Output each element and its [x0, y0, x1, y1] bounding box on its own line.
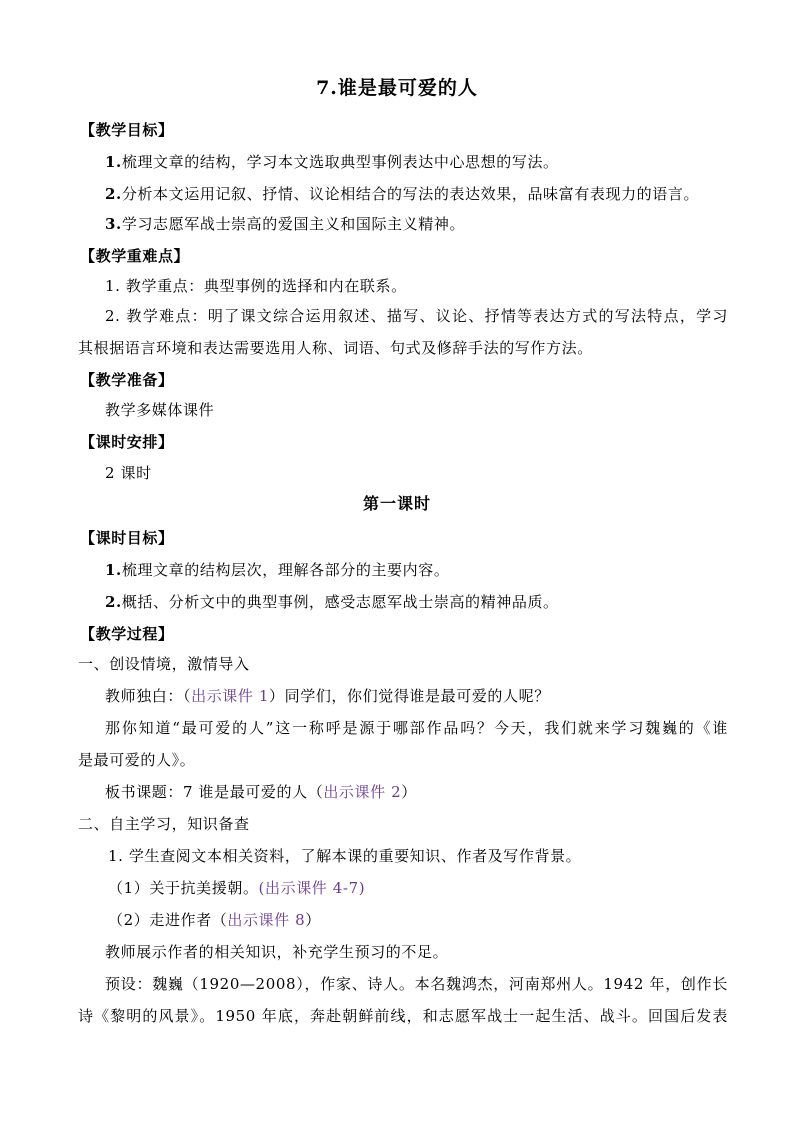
- goal-3: [105, 214, 728, 234]
- goal-1: [105, 152, 728, 172]
- study-item-1: 1. 学生查阅文本相关资料，了解本课的重要知识、作者及写作背景。: [108, 847, 582, 865]
- preparation-text: 教学多媒体课件: [105, 401, 215, 419]
- heading-preparation: 【教学准备】: [80, 371, 174, 389]
- key-point-1: 1. 教学重点：典型事例的选择和内在联系。: [105, 277, 407, 295]
- sub-item-1-text: （1）关于抗美援朝。: [108, 879, 259, 897]
- heading-process: 【教学过程】: [80, 625, 174, 643]
- step-2-heading: 二、自主学习，知识备查: [78, 815, 250, 833]
- goal-2: [105, 184, 728, 204]
- step-1-heading: 一、创设情境，激情导入: [78, 655, 250, 673]
- lesson-goal-1-text: 梳理文章的结构层次，理解各部分的主要内容。: [121, 561, 450, 579]
- goal-1-text: 梳理文章的结构，学习本文选取典型事例表达中心思想的写法。: [121, 153, 559, 171]
- intro-paragraph-line-1: 那你知道“最可爱的人”这一称呼是源于哪部作品吗？今天，我们就来学习魏巍的《谁: [105, 719, 728, 737]
- key-point-2-line-2: 其根据语言环境和表达需要选用人称、词语、句式及修辞手法的写作方法。: [78, 339, 593, 357]
- heading-lesson-goals: 【课时目标】: [80, 529, 174, 547]
- sub-item-2: [108, 910, 728, 930]
- goal-2-text: 分析本文运用记叙、抒情、议论相结合的写法的表达效果，品味富有表现力的语言。: [121, 185, 700, 203]
- heading-teaching-goals: 【教学目标】: [80, 121, 174, 139]
- board-title: [105, 782, 728, 802]
- lesson-goal-2-number: 2.: [105, 593, 122, 611]
- key-point-2-line-1: 2. 教学难点：明了课文综合运用叙述、描写、议论、抒情等表达方式的写法特点，学习: [105, 307, 728, 325]
- slide-ref-1: 出示课件 1: [191, 687, 270, 705]
- monologue-suffix: ）同学们，你们觉得谁是最可爱的人呢？: [269, 687, 550, 705]
- lesson-goal-2: [105, 592, 728, 612]
- lesson-goal-1: [105, 560, 728, 580]
- page-title: 7.谁是最可爱的人: [316, 77, 478, 99]
- heading-schedule: 【课时安排】: [80, 433, 174, 451]
- teacher-monologue: [105, 686, 728, 706]
- schedule-text: 2 课时: [105, 464, 152, 482]
- slide-ref-8: 出示课件 8: [227, 911, 306, 929]
- goal-3-number: 3.: [105, 215, 122, 233]
- heading-key-points: 【教学重难点】: [80, 247, 190, 265]
- lesson-goal-1-number: 1.: [105, 561, 122, 579]
- board-suffix: ）: [401, 783, 417, 801]
- sub-item-2-text: （2）走进作者（: [108, 911, 228, 929]
- lesson-1-title: 第一课时: [362, 494, 431, 513]
- sub-item-1: [108, 878, 728, 898]
- teacher-show-text: 教师展示作者的相关知识，补充学生预习的不足。: [105, 943, 449, 961]
- goal-2-number: 2.: [105, 185, 122, 203]
- board-prefix: 板书课题：7 谁是最可爱的人（: [105, 783, 324, 801]
- slide-ref-2: 出示课件 2: [323, 783, 402, 801]
- goal-3-text: 学习志愿军战士崇高的爱国主义和国际主义精神。: [121, 215, 466, 233]
- monologue-prefix: 教师独白：（: [105, 687, 192, 705]
- sub-item-2-suffix: ）: [305, 911, 321, 929]
- preset-line-2: 诗《黎明的风景》。1950 年底，奔赴朝鲜前线，和志愿军战士一起生活、战斗。回国后发表: [78, 1007, 728, 1025]
- lesson-goal-2-text: 概括、分析文中的典型事例，感受志愿军战士崇高的精神品质。: [121, 593, 559, 611]
- slide-ref-4-7: (出示课件 4-7): [258, 879, 366, 897]
- intro-paragraph-line-2: 是最可爱的人》。: [78, 751, 196, 769]
- preset-line-1: 预设：魏巍（1920—2008），作家、诗人。本名魏鸿杰，河南郑州人。1942 年，创作长: [105, 975, 728, 993]
- goal-1-number: 1.: [105, 153, 122, 171]
